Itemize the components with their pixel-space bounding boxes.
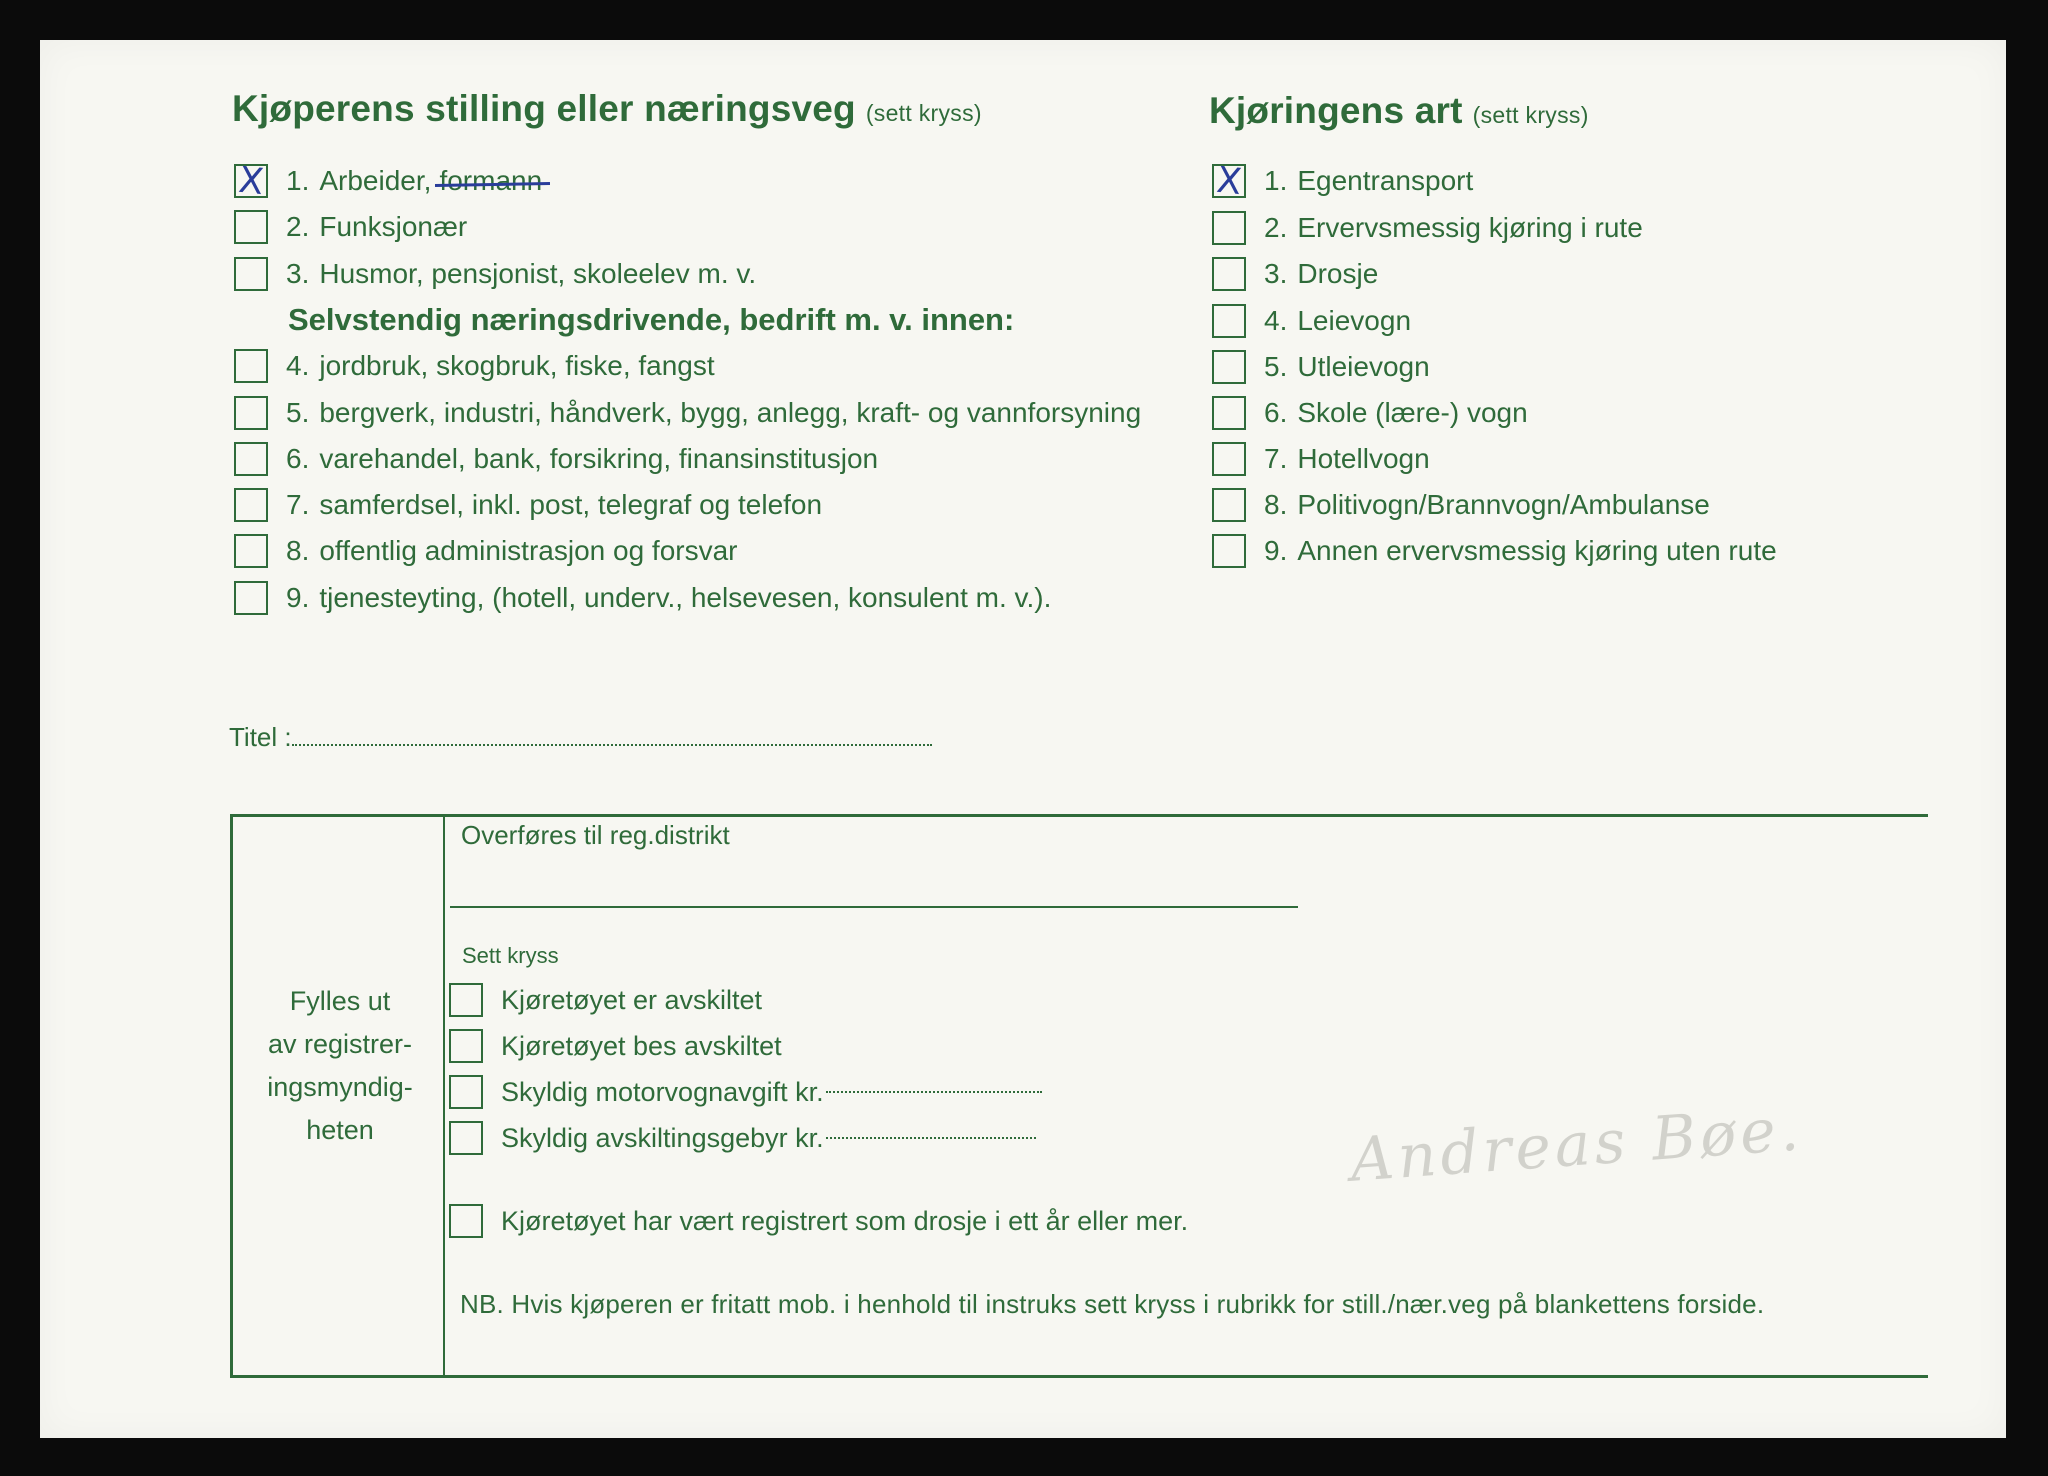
registry-authority-label <box>240 980 440 1152</box>
driving-option-9[interactable] <box>1212 534 1777 568</box>
checkbox[interactable] <box>1212 350 1246 384</box>
occupation-option-7[interactable] <box>234 488 822 522</box>
checkbox[interactable] <box>449 1204 483 1238</box>
checkbox[interactable] <box>234 396 268 430</box>
driving-option-1[interactable] <box>1212 159 1474 204</box>
driving-option-7[interactable] <box>1212 442 1430 476</box>
label-line: ingsmyndig- <box>267 1072 413 1102</box>
option-number: 7. <box>1264 443 1288 474</box>
driving-option-2[interactable] <box>1212 211 1643 245</box>
option-label: Kjøretøyet bes avskiltet <box>501 1030 782 1061</box>
label-text: Overføres til reg.distrikt <box>461 820 730 850</box>
option-label: Kjøretøyet er avskiltet <box>501 984 763 1015</box>
box-left-border <box>230 814 233 1378</box>
check-avskiltet[interactable] <box>449 983 762 1017</box>
check-bes-avskiltet[interactable] <box>449 1029 782 1063</box>
checkbox[interactable] <box>234 534 268 568</box>
occupation-option-2[interactable] <box>234 210 467 244</box>
heading-text: Kjøringens art <box>1209 90 1463 131</box>
checkbox[interactable] <box>449 1029 483 1063</box>
check-avskiltingsgebyr[interactable] <box>449 1121 1036 1155</box>
checkbox[interactable] <box>449 1075 483 1109</box>
occupation-option-1[interactable] <box>234 159 543 204</box>
label-line: av registrer- <box>267 1029 413 1059</box>
option-number: 4. <box>1264 305 1288 336</box>
check-mark-icon: X <box>1214 159 1244 204</box>
option-number: 4. <box>286 350 310 381</box>
option-number: 8. <box>1264 489 1288 520</box>
title-label: Titel : <box>229 722 292 752</box>
option-number: 3. <box>286 258 310 289</box>
checkbox[interactable] <box>449 983 483 1017</box>
option-label: Husmor, pensjonist, skoleelev m. v. <box>319 258 757 289</box>
sett-kryss-label: Sett kryss <box>462 943 559 968</box>
title-field[interactable] <box>229 722 932 753</box>
driving-option-4[interactable] <box>1212 304 1411 338</box>
checkbox[interactable] <box>234 257 268 291</box>
option-number: 8. <box>286 535 310 566</box>
check-motorvognavgift[interactable] <box>449 1075 1042 1109</box>
driving-type-heading <box>1209 90 1589 132</box>
occupation-option-5[interactable] <box>234 396 1141 430</box>
occupation-option-8[interactable] <box>234 534 738 568</box>
buyer-occupation-heading <box>232 88 982 130</box>
option-number: 5. <box>286 397 310 428</box>
option-number: 1. <box>286 165 310 196</box>
option-label: tjenesteyting, (hotell, underv., helsevesen, konsulent m. v.). <box>319 582 1052 613</box>
amount-dotted-line[interactable] <box>826 1091 1042 1093</box>
check-drosje-registered[interactable] <box>449 1204 1188 1238</box>
checkbox[interactable] <box>1212 488 1246 522</box>
option-label: Drosje <box>1297 258 1379 289</box>
option-label: Politivogn/Brannvogn/Ambulanse <box>1297 489 1710 520</box>
driving-option-5[interactable] <box>1212 350 1430 384</box>
checkbox[interactable] <box>234 488 268 522</box>
option-label: Egentransport <box>1297 165 1474 196</box>
option-label: Arbeider, <box>319 165 432 196</box>
checkbox[interactable] <box>1212 396 1246 430</box>
option-label: Funksjonær <box>319 211 468 242</box>
self-employed-subheading: Selvstendig næringsdrivende, bedrift m. v. innen: <box>288 302 1015 337</box>
driving-option-8[interactable] <box>1212 488 1710 522</box>
occupation-option-9[interactable] <box>234 581 1051 615</box>
check-mark-icon: X <box>236 159 266 204</box>
option-label: Annen ervervsmessig kjøring uten rute <box>1297 535 1777 566</box>
box-bottom-border <box>230 1375 1928 1378</box>
checkbox[interactable] <box>1212 159 1246 204</box>
label-line: heten <box>306 1115 374 1145</box>
option-number: 2. <box>1264 212 1288 243</box>
option-number: 9. <box>286 582 310 613</box>
option-label: jordbruk, skogbruk, fiske, fangst <box>319 350 715 381</box>
option-label: Kjøretøyet har vært registrert som drosje i ett år eller mer. <box>501 1205 1189 1236</box>
checkbox[interactable] <box>234 159 268 204</box>
amount-dotted-line[interactable] <box>826 1137 1036 1139</box>
box-top-border <box>230 814 1928 817</box>
option-label: Hotellvogn <box>1297 443 1430 474</box>
dotted-line <box>292 744 932 746</box>
option-label: bergverk, industri, håndverk, bygg, anlegg, kraft- og vannforsyning <box>319 397 1142 428</box>
checkbox[interactable] <box>234 442 268 476</box>
checkbox[interactable] <box>1212 211 1246 245</box>
heading-note: (sett kryss) <box>1472 102 1589 128</box>
heading-text: Kjøperens stilling eller næringsveg <box>232 88 856 129</box>
option-number: 5. <box>1264 351 1288 382</box>
box-divider <box>443 814 445 1375</box>
option-number: 1. <box>1264 165 1288 196</box>
label-line: Fylles ut <box>289 986 391 1016</box>
checkbox[interactable] <box>1212 534 1246 568</box>
option-label: Utleievogn <box>1297 351 1430 382</box>
option-label: Skole (lære-) vogn <box>1297 397 1528 428</box>
option-label: Ervervsmessig kjøring i rute <box>1297 212 1643 243</box>
checkbox[interactable] <box>1212 257 1246 291</box>
transfer-district-label <box>461 820 730 851</box>
checkbox[interactable] <box>1212 442 1246 476</box>
checkbox[interactable] <box>449 1121 483 1155</box>
option-label: samferdsel, inkl. post, telegraf og telefon <box>319 489 823 520</box>
struck-text: formann <box>439 165 543 196</box>
option-number: 6. <box>286 443 310 474</box>
driving-option-3[interactable] <box>1212 257 1378 291</box>
option-label: offentlig administrasjon og forsvar <box>319 535 738 566</box>
occupation-option-3[interactable] <box>234 257 756 291</box>
option-label: varehandel, bank, forsikring, finansinstitusjon <box>319 443 879 474</box>
option-label: Skyldig motorvognavgift kr. <box>501 1076 824 1107</box>
checkbox[interactable] <box>234 581 268 615</box>
option-number: 3. <box>1264 258 1288 289</box>
nb-instruction: NB. Hvis kjøperen er fritatt mob. i henhold til instruks sett kryss i rubrikk for still./nær.veg på blankettens forside. <box>460 1289 1765 1319</box>
option-number: 2. <box>286 211 310 242</box>
option-label: Skyldig avskiltingsgebyr kr. <box>501 1122 824 1153</box>
district-line[interactable] <box>450 906 1298 908</box>
occupation-option-4[interactable] <box>234 349 715 383</box>
option-label: Leievogn <box>1297 305 1412 336</box>
checkbox[interactable] <box>1212 304 1246 338</box>
checkbox[interactable] <box>234 210 268 244</box>
checkbox[interactable] <box>234 349 268 383</box>
option-number: 9. <box>1264 535 1288 566</box>
faint-signature: Andreas Bøe. <box>1348 1094 1805 1196</box>
option-number: 7. <box>286 489 310 520</box>
occupation-option-6[interactable] <box>234 442 878 476</box>
driving-option-6[interactable] <box>1212 396 1528 430</box>
heading-note: (sett kryss) <box>865 100 982 126</box>
option-number: 6. <box>1264 397 1288 428</box>
